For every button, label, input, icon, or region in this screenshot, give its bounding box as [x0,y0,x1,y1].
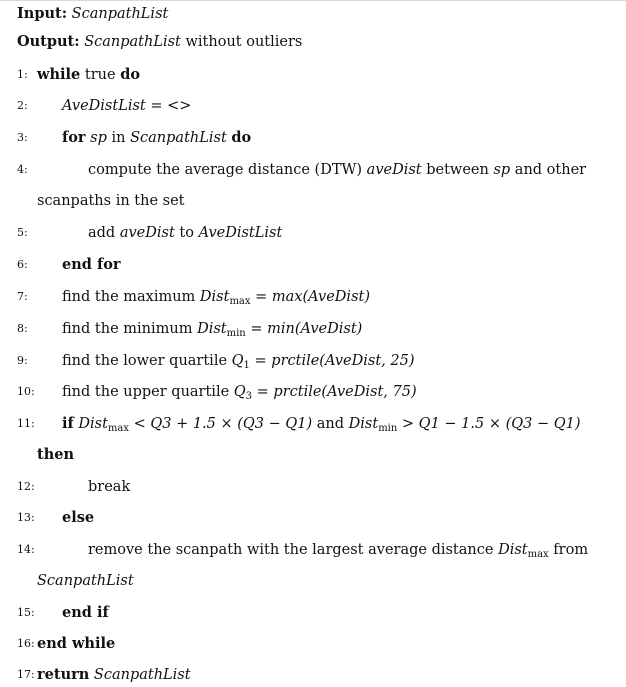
var-avedistlist: AveDistList [62,98,146,114]
line-number: 12: [17,480,35,493]
assign-empty: = <> [150,98,192,114]
sub-1: 1 [243,360,250,371]
input-label: Input: [17,5,68,22]
algo-line-10 [0,381,626,403]
and-text: and [316,416,345,432]
var-dist: Dist [78,416,108,432]
line-number: 10: [17,385,35,398]
algo-line-5 [0,222,626,244]
keyword-do: do [231,129,252,146]
remove-text: remove the scanpath with the largest average distance [88,542,494,558]
sub-min: min [226,328,246,339]
sub-max: max [527,549,549,560]
var-avedistlist: AveDistList [198,225,283,241]
keyword-return: return [37,666,90,683]
text-true: true [84,67,116,83]
keyword-then: then [37,446,75,463]
q1-expr: = prctile(AveDist, 25) [254,353,415,369]
break-text: break [88,479,131,495]
output-suffix: without outliers [185,34,303,50]
line-number: 4: [17,163,28,176]
output-value: ScanpathList [84,34,181,50]
input-value: ScanpathList [71,6,169,22]
algo-line-15 [0,602,626,624]
output-label: Output: [17,33,80,50]
line-number: 8: [17,322,28,335]
input-line [0,3,626,25]
compute-text: compute the average distance (DTW) [88,162,363,178]
algo-line-11 [0,413,626,435]
var-scanpathlist: ScanpathList [130,130,227,146]
line-number: 6: [17,258,28,271]
add-text: add [88,225,116,241]
line-number: 5: [17,226,28,239]
algo-line-8 [0,318,626,340]
line-number: 14: [17,543,35,556]
var-q1: Q [231,353,244,369]
max-expr: = max(AveDist) [255,289,370,305]
other-text: and other [514,162,587,178]
line-number: 2: [17,99,28,112]
line-number: 17: [17,668,35,681]
var-scanpathlist: ScanpathList [93,667,191,683]
sub-min: min [378,423,398,434]
var-sp: sp [90,130,107,146]
keyword-for: for [62,129,86,146]
keyword-end-for: end for [62,256,121,273]
output-line [0,31,626,53]
top-rule [0,0,626,1]
to-text: to [179,225,194,241]
sub-3: 3 [245,391,253,402]
var-dist: Dist [348,416,379,432]
algo-line-3 [0,127,626,149]
algo-line-6 [0,254,626,276]
keyword-do: do [120,66,140,83]
algo-line-13 [0,507,626,529]
line-number: 16: [17,637,35,650]
min-expr: = min(AveDist) [250,321,363,337]
line-number: 7: [17,290,28,303]
algo-line-12 [0,476,626,498]
cond-a: < Q3 + 1.5 × (Q3 − Q1) [133,416,313,432]
sub-max: max [229,296,251,307]
cond-b: > Q1 − 1.5 × (Q3 − Q1) [401,416,581,432]
find-lq-text: find the lower quartile [62,353,228,369]
algo-line-1 [0,64,626,86]
keyword-end-while: end while [37,635,116,652]
var-avedist: aveDist [366,162,422,178]
var-sp: sp [493,162,511,178]
keyword-while: while [37,66,81,83]
algo-line-9 [0,350,626,372]
algo-line-11-wrap [0,444,626,466]
line-number: 3: [17,131,28,144]
algo-line-17 [0,664,626,686]
algo-line-14 [0,539,626,561]
keyword-end-if: end if [62,604,109,621]
keyword-else: else [62,509,95,526]
sub-max: max [107,423,129,434]
find-max-text: find the maximum [62,289,196,305]
find-uq-text: find the upper quartile [62,384,230,400]
line-number: 1: [17,68,28,81]
var-avedist: aveDist [119,225,175,241]
from-text: from [553,542,589,558]
var-dist: Dist [197,321,227,337]
find-min-text: find the minimum [62,321,193,337]
keyword-if: if [62,415,74,432]
algo-line-14-wrap [0,570,626,592]
var-q3: Q [233,384,246,400]
between-text: between [426,162,489,178]
line-number: 11: [17,417,35,430]
var-dist: Dist [199,289,230,305]
algo-line-16 [0,633,626,655]
line-number: 15: [17,606,35,619]
algo-line-4 [0,159,626,181]
algo-line-7 [0,286,626,308]
line-number: 9: [17,354,28,367]
algo-line-4-wrap [0,190,626,212]
wrap-text: scanpaths in the set [37,193,185,209]
q3-expr: = prctile(AveDist, 75) [256,384,417,400]
var-scanpathlist: ScanpathList [37,573,134,589]
var-dist: Dist [498,542,528,558]
text-in: in [111,130,126,146]
algo-line-2 [0,95,626,117]
line-number: 13: [17,511,35,524]
